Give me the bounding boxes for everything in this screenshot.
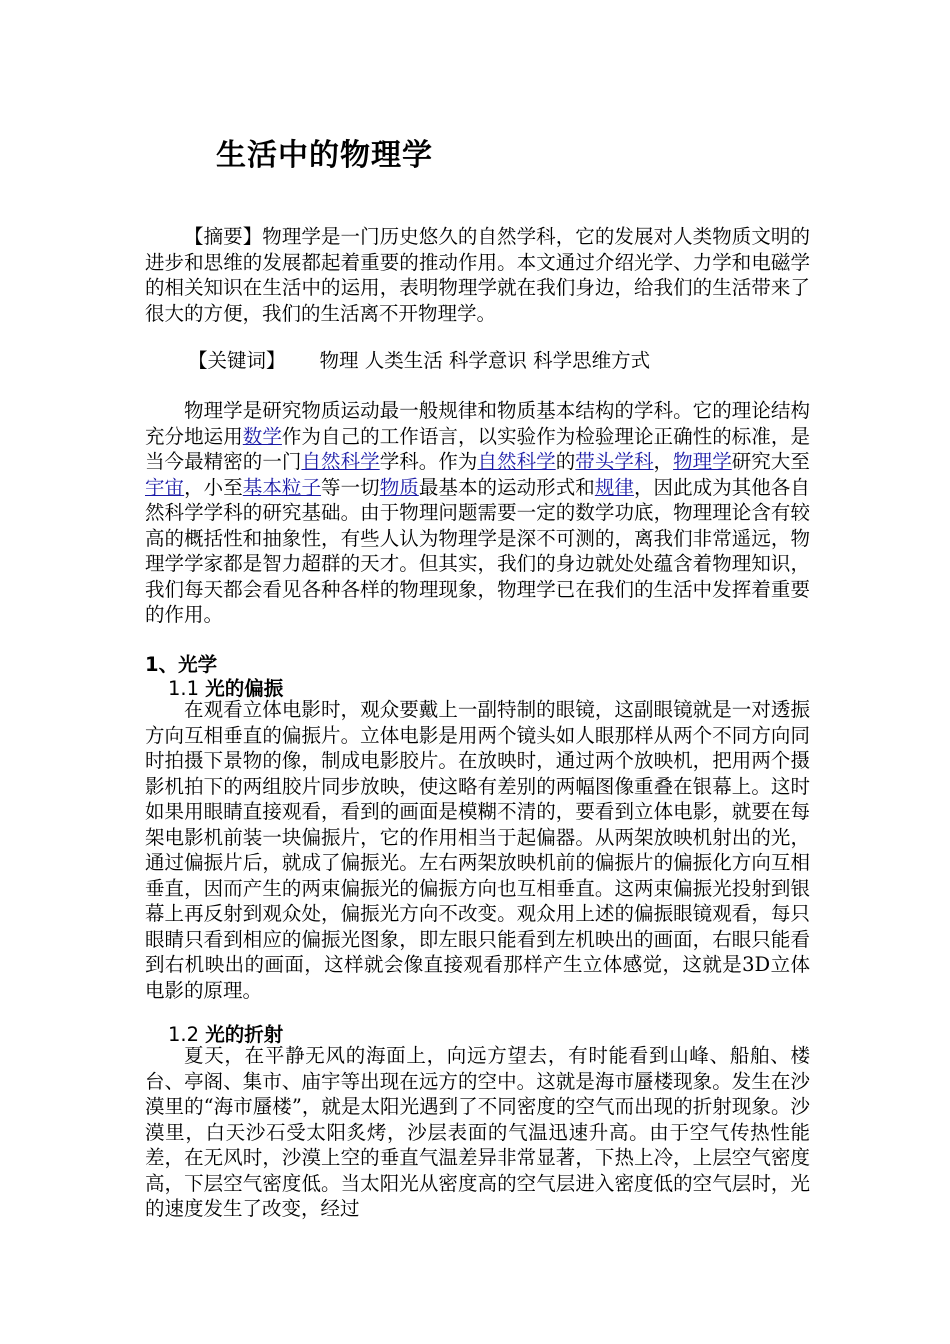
link-math[interactable]: 数学	[242, 424, 282, 448]
link-matter[interactable]: 物质	[379, 475, 419, 499]
intro-text: 等一切	[321, 475, 380, 499]
intro-text: ，小至	[184, 475, 243, 499]
intro-text: 的	[555, 450, 576, 473]
section-heading: 1、光学	[145, 653, 218, 676]
subsection-title: 光的折射	[205, 1023, 284, 1046]
subsection-title: 光的偏振	[205, 677, 284, 700]
link-natural-science[interactable]: 自然科学	[477, 450, 556, 473]
paragraph-refraction: 夏天，在平静无风的海面上，向远方望去，有时能看到山峰、船舶、楼台、亭阁、集市、庙宇等出现在远方的空中。这就是海市蜃楼现象。发生在沙漠里的“海市蜃楼”，就是太阳光遇到了不同密度的空气而出现的折射现象。沙漠里，白天沙石受太阳炙烤，沙层表面的气温迅速升高。由于空气传热性能差，在无风时，沙漠上空的垂直气温差异非常显著，下热上冷，上层空气密度高，下层空气密度低。当太阳光从密度高的空气层进入密度低的空气层时，光的速度发生了改变，经过	[145, 1044, 810, 1220]
document-title: 生活中的物理学	[216, 138, 433, 173]
intro-paragraph	[145, 398, 810, 628]
abstract-paragraph: 【摘要】物理学是一门历史悠久的自然学科，它的发展对人类物质文明的进步和思维的发展都起着重要的推动作用。本文通过介绍光学、力学和电磁学的相关知识在生活中的运用，表明物理学就在我们身边，给我们的生活带来了很大的方便，我们的生活离不开物理学。	[145, 225, 810, 325]
link-leading-discipline[interactable]: 带头学科	[575, 450, 654, 473]
intro-text: 学科。作为	[379, 450, 478, 473]
link-elementary-particle[interactable]: 基本粒子	[242, 475, 322, 499]
paragraph-polarization: 在观看立体电影时，观众要戴上一副特制的眼镜，这副眼镜就是一对透振方向互相垂直的偏振片。立体电影是用两个镜头如人眼那样从两个不同方向同时拍摄下景物的像，制成电影胶片。在放映时，通过两个放映机，把用两个摄影机拍下的两组胶片同步放映，使这略有差别的两幅图像重叠在银幕上。这时如果用眼睛直接观看，看到的画面是模糊不清的，要看到立体电影，就要在每架电影机前装一块偏振片，它的作用相当于起偏器。从两架放映机射出的光，通过偏振片后，就成了偏振光。左右两架放映机前的偏振片的偏振化方向互相垂直，因而产生的两束偏振光的偏振方向也互相垂直。这两束偏振光投射到银幕上再反射到观众处，偏振光方向不改变。观众用上述的偏振眼镜观看，每只眼睛只看到相应的偏振光图象，即左眼只能看到左机映出的画面，右眼只能看到右机映出的画面，这样就会像直接观看那样产生立体感觉，这就是3D立体电影的原理。	[145, 698, 810, 1002]
keywords-line	[188, 348, 808, 374]
intro-text: 作为自己的工作语言，以实验作为检验理论正确性的标准，是当今最精密的一门	[145, 424, 810, 473]
keywords-text: 物理 人类生活 科学意识 科学思维方式	[319, 349, 651, 372]
intro-text: ，	[653, 450, 674, 473]
intro-text: 物理学是研究物质运动最一般规律和物质基本结构的学科。它的理论结构充分地运用	[145, 399, 810, 448]
intro-text: ，因此成为其他各自然科学学科的研究基础。由于物理问题需要一定的数学功底，物理理论含有较高的概括性和抽象性，有些人认为物理学是深不可测的，离我们非常遥远，物理学学家都是智力超群的天才。但其实，我们的身边就处处蕴含着物理知识，我们每天都会看见各种各样的物理现象，物理学已在我们的生活中发挥着重要的作用。	[145, 475, 810, 626]
link-universe[interactable]: 宇宙	[145, 475, 185, 499]
intro-text: 研究大至	[731, 450, 810, 473]
intro-text: 最基本的运动形式和	[418, 475, 595, 499]
link-natural-science[interactable]: 自然科学	[301, 450, 380, 473]
subsection-number: 1.2	[168, 1023, 200, 1046]
link-physics[interactable]: 物理学	[673, 450, 732, 473]
subsection-number: 1.1	[168, 677, 200, 700]
link-law[interactable]: 规律	[594, 475, 634, 499]
keywords-label: 【关键词】	[188, 349, 286, 372]
